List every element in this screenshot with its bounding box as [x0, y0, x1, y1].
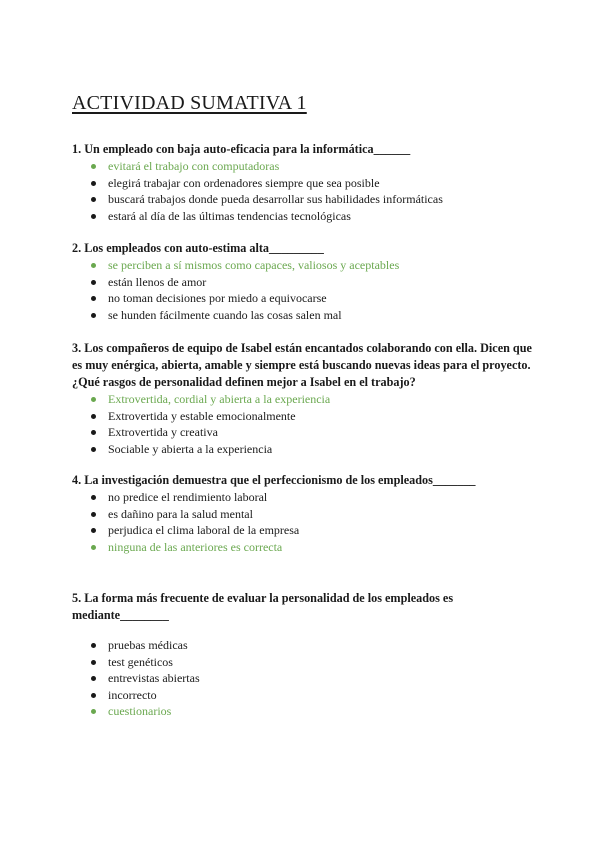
- answer-option-correct: [72, 703, 532, 720]
- question-text: 5. La forma más frecuente de evaluar la personalidad de los empleados es mediante________: [72, 591, 454, 622]
- option-label: entrevistas abiertas: [108, 671, 200, 686]
- option-label: estará al día de las últimas tendencias tecnológicas: [108, 208, 351, 223]
- option-label: no toman decisiones por miedo a equivocarse: [108, 291, 327, 306]
- option-label: perjudica el clima laboral de la empresa: [108, 523, 300, 538]
- answer-option: [72, 175, 532, 192]
- answer-option: [72, 489, 532, 506]
- bullet-icon: [91, 197, 96, 202]
- answer-option-correct: [72, 539, 532, 556]
- question-1: [72, 141, 532, 224]
- answer-option: [72, 191, 532, 208]
- bullet-icon: [91, 414, 96, 419]
- bullet-icon: [91, 545, 96, 550]
- answer-option-correct: [72, 257, 532, 274]
- option-label: pruebas médicas: [108, 638, 188, 652]
- bullet-icon: [91, 181, 96, 186]
- question-3: [72, 340, 532, 457]
- option-label: Extrovertida, cordial y abierta a la experiencia: [108, 392, 331, 406]
- option-label: Sociable y abierta a la experiencia: [108, 441, 273, 456]
- bullet-icon: [91, 676, 96, 681]
- answer-option: [72, 506, 532, 523]
- bullet-icon: [91, 214, 96, 219]
- option-label: incorrecto: [108, 687, 157, 702]
- option-label: evitará el trabajo con computadoras: [108, 159, 280, 173]
- answer-option: [72, 441, 532, 458]
- option-label: se perciben a sí mismos como capaces, valiosos y aceptables: [108, 258, 400, 272]
- answer-list: [72, 158, 532, 224]
- bullet-icon: [91, 512, 96, 517]
- option-label: elegirá trabajar con ordenadores siempre que sea posible: [108, 175, 380, 190]
- option-label: es dañino para la salud mental: [108, 506, 253, 521]
- answer-option: [72, 637, 532, 654]
- answer-option: [72, 274, 532, 291]
- bullet-icon: [91, 709, 96, 714]
- option-label: Extrovertida y estable emocionalmente: [108, 408, 296, 423]
- bullet-icon: [91, 296, 96, 301]
- bullet-icon: [91, 430, 96, 435]
- bullet-icon: [91, 397, 96, 402]
- bullet-icon: [91, 280, 96, 285]
- answer-option: [72, 654, 532, 671]
- bullet-icon: [91, 447, 96, 452]
- answer-option: [72, 408, 532, 425]
- option-label: están llenos de amor: [108, 274, 207, 289]
- answer-option: [72, 670, 532, 687]
- question-text: 3. Los compañeros de equipo de Isabel están encantados colaborando con ella. Dicen que es muy enérgica, abierta, amable y siempre está buscando nuevas ideas para el proyecto. ¿Qué rasgos de personalidad definen mejor a Isabel en el trabajo?: [72, 341, 532, 389]
- bullet-icon: [91, 660, 96, 665]
- question-5: [72, 590, 532, 720]
- answer-list: [72, 637, 532, 720]
- answer-option: [72, 522, 532, 539]
- bullet-icon: [91, 263, 96, 268]
- option-label: buscará trabajos donde pueda desarrollar sus habilidades informáticas: [108, 192, 443, 207]
- option-label: test genéticos: [108, 654, 173, 669]
- answer-option: [72, 290, 532, 307]
- answer-option: [72, 687, 532, 704]
- option-label: Extrovertida y creativa: [108, 425, 218, 440]
- answer-list: [72, 257, 532, 323]
- answer-list: [72, 391, 532, 457]
- answer-option: [72, 424, 532, 441]
- answer-option: [72, 208, 532, 225]
- question-2: [72, 240, 532, 323]
- page-title: ACTIVIDAD SUMATIVA 1: [72, 92, 307, 114]
- option-label: cuestionarios: [108, 704, 172, 719]
- question-text: 2. Los empleados con auto-estima alta_________: [72, 241, 324, 255]
- answer-option: [72, 307, 532, 324]
- answer-option-correct: [72, 158, 532, 175]
- question-4: [72, 472, 532, 555]
- bullet-icon: [91, 313, 96, 318]
- bullet-icon: [91, 495, 96, 500]
- bullet-icon: [91, 643, 96, 648]
- bullet-icon: [91, 528, 96, 533]
- question-text: 4. La investigación demuestra que el perfeccionismo de los empleados_______: [72, 473, 476, 487]
- answer-list: [72, 489, 532, 555]
- bullet-icon: [91, 693, 96, 698]
- option-label: no predice el rendimiento laboral: [108, 490, 268, 504]
- bullet-icon: [91, 164, 96, 169]
- question-text: 1. Un empleado con baja auto-eficacia para la informática______: [72, 142, 411, 156]
- option-label: se hunden fácilmente cuando las cosas salen mal: [108, 307, 342, 322]
- answer-option-correct: [72, 391, 532, 408]
- option-label: ninguna de las anteriores es correcta: [108, 539, 283, 554]
